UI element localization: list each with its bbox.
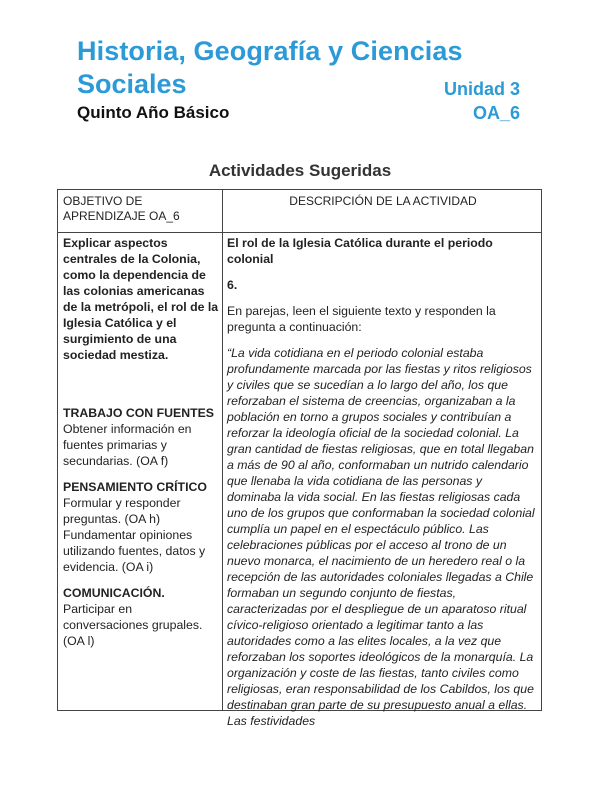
skill-heading-sources: TRABAJO CON FUENTES	[63, 406, 214, 420]
header-objective: OBJETIVO DE APRENDIZAJE OA_6	[63, 194, 180, 223]
title-line-1: Historia, Geografía y Ciencias	[77, 36, 463, 66]
header-divider	[58, 232, 541, 233]
objective-code: OA_6	[472, 103, 520, 123]
section-title: Actividades Sugeridas	[208, 161, 392, 180]
skill-heading-critical: PENSAMIENTO CRÍTICO	[63, 480, 207, 494]
header-description: DESCRIPCIÓN DE LA ACTIVIDAD	[289, 194, 477, 208]
skill-text-critical: Formular y responder preguntas. (OA h) Fundamentar opiniones utilizando fuentes, datos y evidencia. (OA i)	[63, 496, 206, 574]
skill-text-communication: Participar en conversaciones grupales. (OA l)	[63, 602, 203, 648]
skill-heading-communication: COMUNICACIÓN.	[63, 586, 165, 600]
activity-number: 6.	[227, 278, 238, 292]
column-divider	[222, 190, 223, 710]
activities-table	[57, 189, 542, 728]
description-column	[227, 235, 539, 729]
unit-label: Unidad 3	[443, 79, 520, 99]
activity-title: El rol de la Iglesia Católica durante el periodo colonial	[227, 236, 493, 266]
title-line-2: Sociales	[77, 69, 187, 99]
skill-text-sources: Obtener información en fuentes primarias y secundarias. (OA f)	[63, 422, 192, 468]
objective-column	[63, 235, 220, 649]
activity-quote: “La vida cotidiana en el periodo colonial estaba profundamente marcada por las fiestas y ritos religiosos y civiles que se sucedían a lo largo del año, los que reforzaban el sistema de creencias, organizaban a la población en torno a grupos sociales y contribuían a reforzar la ideología oficial de la sociedad colonial. La gran cantidad de fiestas religiosas, que en total llegaban a más de 90 al año, conformaban un nutrido calendario que llenaba la vida cotidiana de las personas y dominaba la vida social. En las fiestas religiosas cada uno de los grupos que conformaban la sociedad colonial cumplía un papel en el espectáculo público. Las celebraciones públicas por el acceso al trono de un nuevo monarca, el nacimiento de un heredero real o la recepción de las autoridades coloniales llegadas a Chile formaban un segundo conjunto de fiestas, caracterizadas por el despliegue de un aparatoso ritual cívico-religioso orientado a legitimar tanto a las autoridades como a las elites locales, a la vez que reforzaban los soportes ideológicos de la monarquía. La organización y coste de las fiestas, tanto civiles como religiosas, eran responsabilidad de los Cabildos, los que destinaban gran parte de su presupuesto anual a ellas. Las festividades	[227, 346, 535, 728]
grade-label: Quinto Año Básico	[77, 103, 230, 122]
objective-text: Explicar aspectos centrales de la Colonia, como la dependencia de las colonias americanas de la metrópoli, el rol de la Iglesia Católica y el surgimiento de una sociedad mestiza.	[63, 236, 219, 362]
activity-instruction: En parejas, leen el siguiente texto y responden la pregunta a continuación:	[227, 304, 496, 334]
